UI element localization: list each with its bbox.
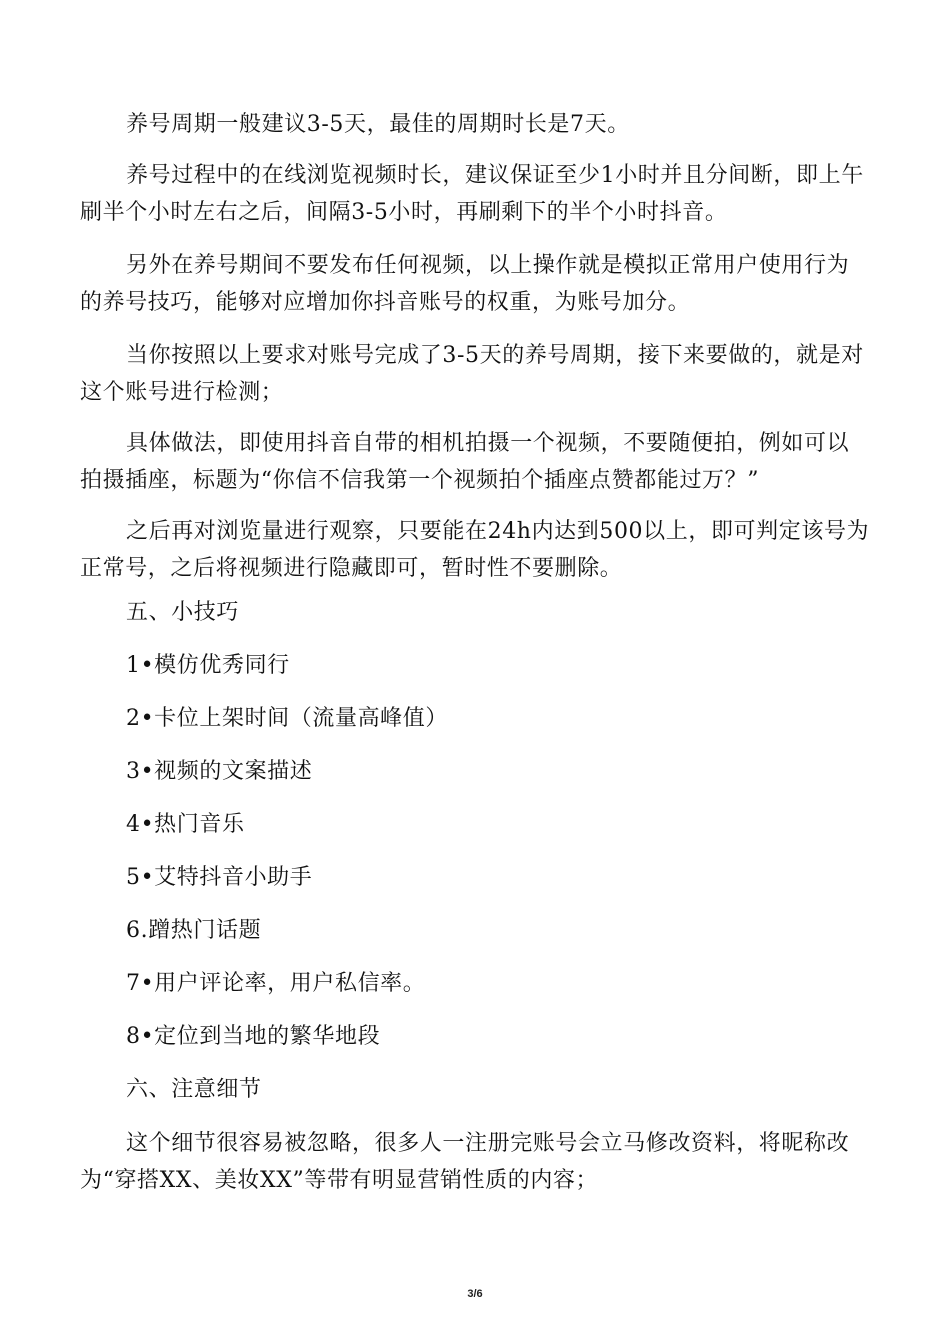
paragraph-no-posting: 另外在养号期间不要发布任何视频，以上操作就是模拟正常用户使用行为的养号技巧，能够对应增加你抖音账号的权重，为账号加分。 [80,253,850,315]
section-heading-details: 六、注意细节 [126,1077,262,1102]
list-item: 4•热门音乐 [126,812,245,837]
paragraph-test-video: 具体做法，即使用抖音自带的相机拍摄一个视频，不要随便拍，例如可以拍摄插座，标题为“你信不信我第一个视频拍个插座点赞都能过万？” [80,431,850,493]
list-item: 5•艾特抖音小助手 [126,865,313,890]
list-item: 1•模仿优秀同行 [126,653,290,678]
list-item: 7•用户评论率，用户私信率。 [126,971,426,996]
list-item: 8•定位到当地的繁华地段 [126,1024,381,1049]
paragraph-nickname-warning: 这个细节很容易被忽略，很多人一注册完账号会立马修改资料，将昵称改为“穿搭XX、美妆XX”等带有明显营销性质的内容； [80,1131,850,1193]
paragraph-cycle-length: 养号周期一般建议3-5天，最佳的周期时长是7天。 [126,112,630,137]
list-item: 3•视频的文案描述 [126,759,313,784]
list-item: 6.蹭热门话题 [126,918,262,943]
page-number: 3/6 [467,1288,483,1300]
list-item: 2•卡位上架时间（流量高峰值） [126,706,448,731]
section-heading-tips: 五、小技巧 [126,600,240,625]
paragraph-browsing-duration: 养号过程中的在线浏览视频时长，建议保证至少1小时并且分间断，即上午刷半个小时左右之后，间隔3-5小时，再刷剩下的半个小时抖音。 [80,163,864,225]
paragraph-view-count: 之后再对浏览量进行观察，只要能在24h内达到500以上，即可判定该号为正常号，之后将视频进行隐藏即可，暂时性不要删除。 [80,519,870,581]
paragraph-account-check: 当你按照以上要求对账号完成了3-5天的养号周期，接下来要做的，就是对这个账号进行检测； [80,343,864,405]
